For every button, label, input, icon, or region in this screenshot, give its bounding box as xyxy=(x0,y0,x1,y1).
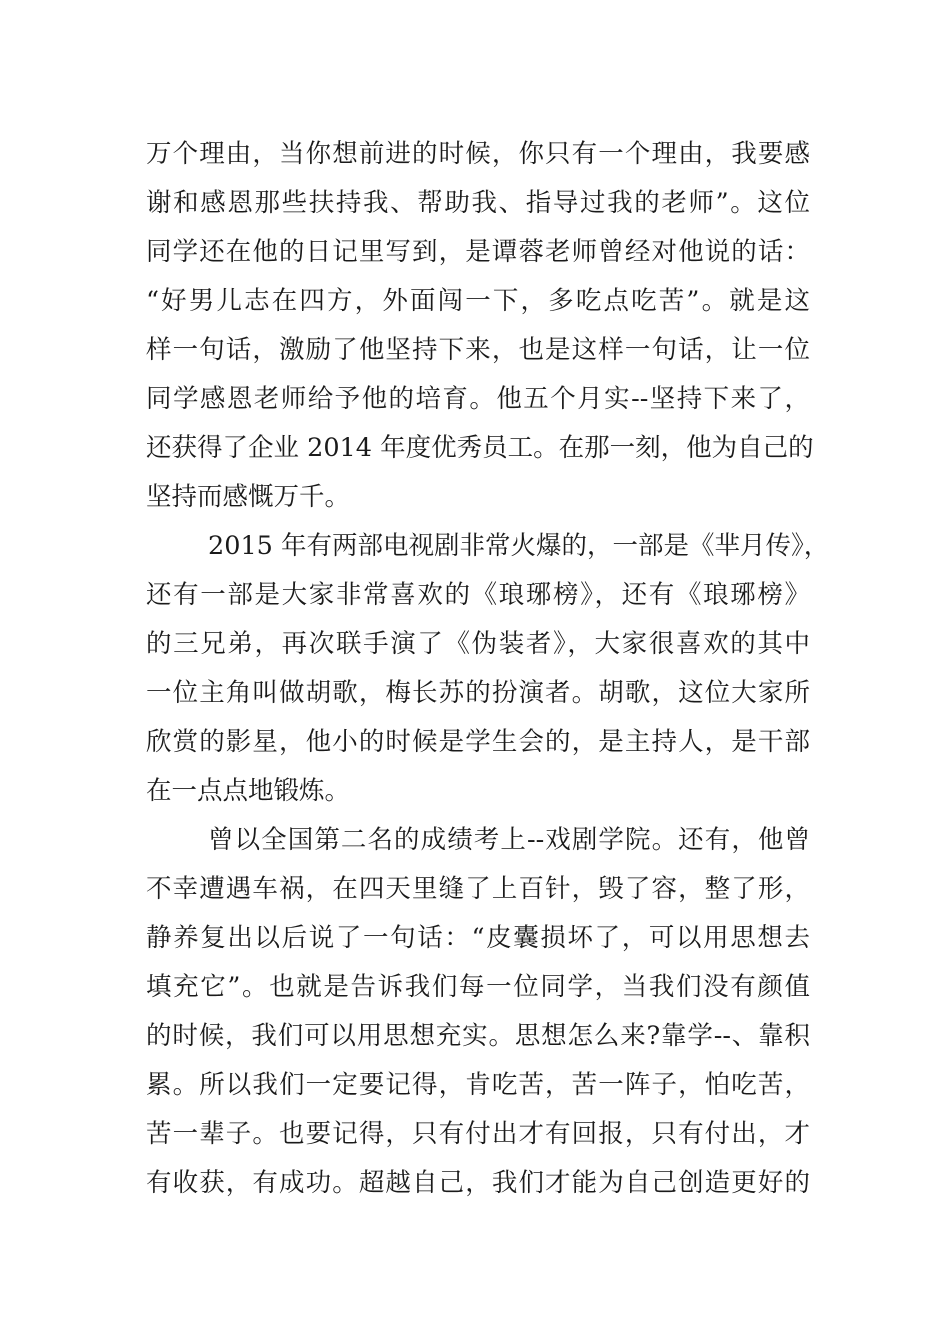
text-line: 还有一部是大家非常喜欢的《琅琊榜》，还有《琅琊榜》 xyxy=(146,580,810,610)
document-body xyxy=(146,130,830,1208)
text-line: 曾以全国第二名的成绩考上--戏剧学院。还有，他曾 xyxy=(208,825,810,855)
text-line: 坚持而感慨万千。 xyxy=(146,482,351,512)
text-line: 有收获，有成功。超越自己，我们才能为自己创造更好的 xyxy=(146,1168,810,1198)
text-line: 一位主角叫做胡歌，梅长苏的扮演者。胡歌，这位大家所 xyxy=(146,678,810,708)
text-line: 同学感恩老师给予他的培育。他五个月实--坚持下来了， xyxy=(146,384,810,414)
text-line: 样一句话，激励了他坚持下来，也是这样一句话，让一位 xyxy=(146,335,810,365)
text-line: 谢和感恩那些扶持我、帮助我、指导过我的老师”。这位 xyxy=(146,188,810,218)
text-line: 2015 年有两部电视剧非常火爆的，一部是《芈月传》， xyxy=(208,531,830,561)
text-line: 的三兄弟，再次联手演了《伪装者》，大家很喜欢的其中 xyxy=(146,629,810,659)
text-line: 在一点点地锻炼。 xyxy=(146,776,351,806)
text-line: 苦一辈子。也要记得，只有付出才有回报，只有付出，才 xyxy=(146,1119,810,1149)
text-line: 同学还在他的日记里写到，是谭蓉老师曾经对他说的话： xyxy=(146,237,810,267)
text-line: 累。所以我们一定要记得，肯吃苦，苦一阵子，怕吃苦， xyxy=(146,1070,810,1100)
paragraph-2 xyxy=(146,522,830,816)
text-line: 万个理由，当你想前进的时候，你只有一个理由，我要感 xyxy=(146,139,810,169)
text-line: 欣赏的影星，他小的时候是学生会的，是主持人，是干部 xyxy=(146,727,810,757)
paragraph-1 xyxy=(146,130,814,522)
text-line: 不幸遭遇车祸，在四天里缝了上百针，毁了容，整了形， xyxy=(146,874,810,904)
text-line: 还获得了企业 2014 年度优秀员工。在那一刻，他为自己的 xyxy=(146,433,814,463)
text-line: 填充它”。也就是告诉我们每一位同学，当我们没有颜值 xyxy=(146,972,810,1002)
paragraph-3 xyxy=(146,816,810,1208)
text-line: “好男儿志在四方，外面闯一下，多吃点吃苦”。就是这 xyxy=(146,286,810,316)
text-line: 静养复出以后说了一句话：“皮囊损坏了，可以用思想去 xyxy=(146,923,810,953)
text-line: 的时候，我们可以用思想充实。思想怎么来?靠学--、靠积 xyxy=(146,1021,810,1051)
